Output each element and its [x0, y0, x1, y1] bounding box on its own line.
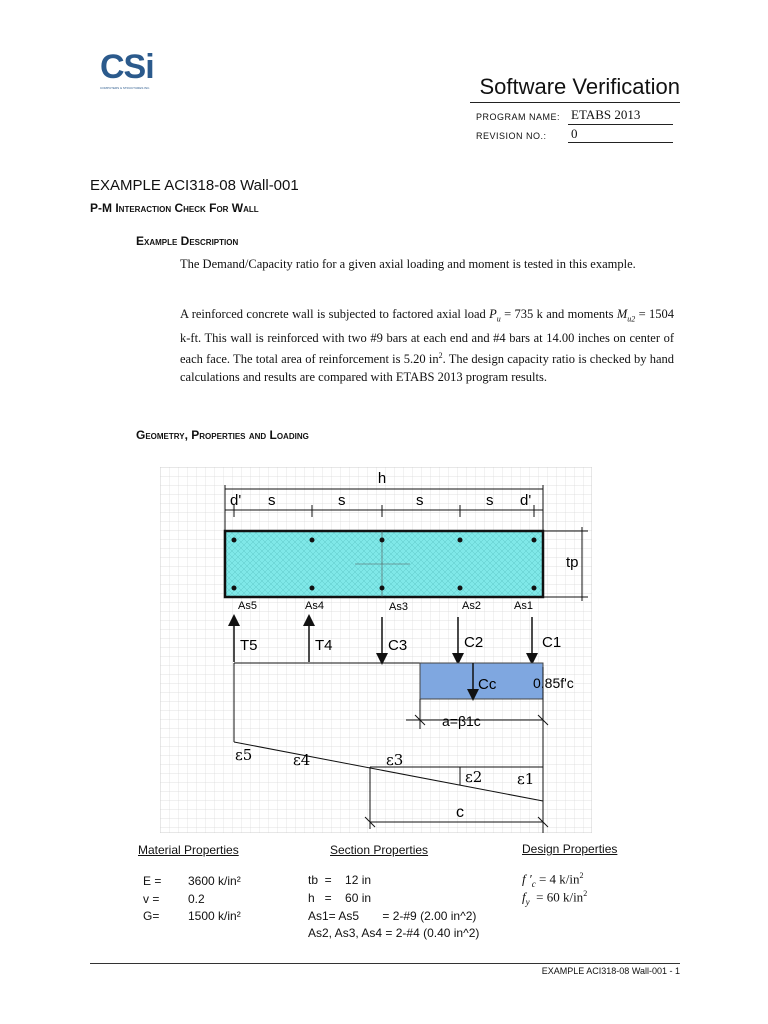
label-s3: s	[416, 492, 424, 509]
label-a: a=β1c	[442, 713, 481, 729]
label-as4: As4	[305, 600, 324, 612]
description-heading: Example Description	[136, 234, 239, 248]
label-e5: ε5	[235, 746, 253, 764]
material-v-value: 0.2	[188, 892, 205, 906]
label-cc: Cc	[478, 676, 497, 693]
revision-underline	[568, 142, 673, 143]
description-paragraph-2: A reinforced concrete wall is subjected to factored axial load $P_u = 735$ k and moments $M_{u2} = 1504$ k-ft. This wall is reinforced with two #9 bars at each end and #4 bars at 14.00 inches on center of each face. The total area of reinforcement is 5.20 $in^2$. The design capacity ratio is checked by hand calculations and results are compared with ETABS 2013 program results.	[180, 307, 674, 384]
label-e3: ε3	[386, 751, 404, 769]
program-name-underline	[568, 124, 673, 125]
csi-logo	[100, 50, 170, 100]
material-v-key: v =	[143, 892, 160, 906]
revision-label: REVISION NO.:	[476, 131, 547, 141]
label-as3: As3	[389, 601, 408, 613]
label-c3: C3	[388, 637, 408, 654]
material-e-value: 3600 k/in²	[188, 874, 241, 888]
label-h: h	[377, 470, 387, 487]
description-paragraph-1: The Demand/Capacity ratio for a given axial loading and moment is tested in this example.	[180, 257, 636, 271]
label-dprime-right: d'	[520, 492, 532, 509]
label-as2: As2	[462, 600, 481, 612]
label-dprime-left: d'	[230, 492, 242, 509]
design-fc: f $'_c = 4$ $k/in^2$	[522, 871, 584, 889]
revision-value: 0	[571, 126, 578, 141]
label-t4: T4	[315, 637, 333, 654]
title-rule	[470, 102, 680, 103]
label-s4: s	[486, 492, 494, 509]
material-g-key: G=	[143, 909, 160, 923]
material-g-value: 1500 k/in²	[188, 909, 241, 923]
geometry-heading: Geometry, Properties and Loading	[136, 428, 309, 442]
example-subtitle: P-M Interaction Check For Wall	[90, 201, 259, 215]
example-title: EXAMPLE ACI318-08 Wall-001	[90, 177, 299, 194]
logo-text: CSi	[100, 48, 154, 86]
wall-section-figure	[160, 467, 592, 833]
logo-subtext: COMPUTERS & STRUCTURES INC.	[100, 86, 151, 90]
label-s2: s	[338, 492, 346, 509]
label-s1: s	[268, 492, 276, 509]
label-e2: ε2	[465, 768, 483, 786]
material-heading: Material Properties	[138, 843, 239, 857]
label-as5: As5	[238, 600, 257, 612]
footer-rule	[90, 963, 680, 964]
program-name-value: ETABS 2013	[571, 107, 641, 122]
label-c1: C1	[542, 634, 562, 651]
label-c: c	[456, 804, 464, 821]
label-fc: 0.85f'c	[533, 675, 574, 691]
label-t5: T5	[240, 637, 258, 654]
design-fy: $f_y = 60$ $k/in^2$	[522, 889, 588, 907]
program-name-label: PROGRAM NAME:	[476, 112, 561, 122]
section-h: h = 60 in	[308, 891, 372, 905]
material-e-key: E =	[143, 874, 162, 888]
section-as2: As2, As3, As4 = 2-#4 (0.40 in^2)	[308, 926, 480, 940]
label-e4: ε4	[293, 751, 311, 769]
section-as1: As1= As5 = 2-#9 (2.00 in^2)	[308, 909, 477, 923]
section-tb: tb = 12 in	[308, 873, 372, 887]
footer-text: EXAMPLE ACI318-08 Wall-001 - 1	[541, 966, 680, 976]
label-as1: As1	[514, 600, 533, 612]
label-c2: C2	[464, 634, 484, 651]
label-tp: tp	[566, 554, 579, 571]
section-heading: Section Properties	[330, 843, 429, 857]
label-e1: ε1	[517, 770, 535, 788]
page-title: Software Verification	[479, 74, 680, 99]
design-heading: Design Properties	[522, 842, 618, 856]
